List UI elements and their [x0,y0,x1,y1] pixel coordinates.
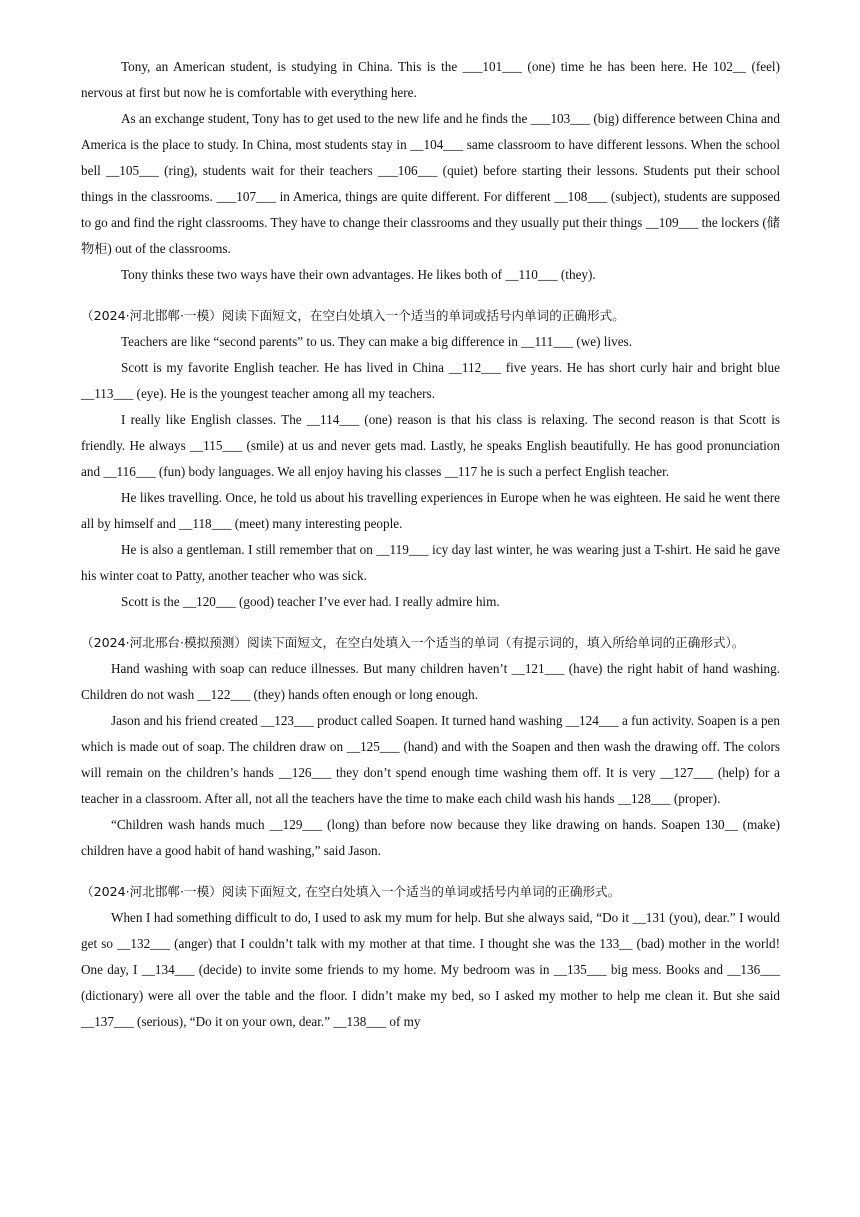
passage-4 [81,879,780,1035]
passage-4-heading: （2024·河北邯郸·一模）阅读下面短文, 在空白处填入一个适当的单词或括号内单词的正确形式。 [81,884,621,899]
passage-2-paragraph-1: Teachers are like “second parents” to us. They can make a big difference in __111___ (we) lives. [121,334,632,349]
passage-2-paragraph-5: He is also a gentleman. I still remember that on __119___ icy day last winter, he was wearing just a T-shirt. He said he gave his winter coat to Patty, another teacher who was sick. [81,542,780,583]
passage-3-heading: （2024·河北邢台·模拟预测）阅读下面短文，在空白处填入一个适当的单词（有提示词的，填入所给单词的正确形式）。 [81,635,745,650]
passage-2-paragraph-2: Scott is my favorite English teacher. He has lived in China __112___ five years. He has short curly hair and bright blue __113___ (eye). He is the youngest teacher among all my teachers. [81,360,780,401]
passage-1-paragraph-2: As an exchange student, Tony has to get used to the new life and he finds the ___103___ (big) difference between China and America is the place to study. In China, most students stay in __104___ same classroom to have different lessons. When the school bell __105___ (ring), students wait for their teachers ___106___ (quiet) before starting their lessons. Students put their school things in the classrooms. ___107___ in America, things are quite different. For different __108___ (subject), students are supposed to go and find the right classrooms. They have to change their classrooms and they usually put their things __109___ the lockers (储物柜) out of the classrooms. [81,111,780,256]
passage-2-paragraph-3: I really like English classes. The __114___ (one) reason is that his class is relaxing. The second reason is that Scott is friendly. He always __115___ (smile) at us and never gets mad. Lastly, he speaks English beautifully. He has good pronunciation and __116___ (fun) body languages. We all enjoy having his classes __117 he is such a perfect English teacher. [81,412,780,479]
passage-1-paragraph-1: Tony, an American student, is studying in China. This is the ___101___ (one) time he has been here. He 102__ (feel) nervous at first but now he is comfortable with everything here. [81,59,780,100]
passage-1 [81,54,780,288]
passage-2-paragraph-6: Scott is the __120___ (good) teacher I’ve ever had. I really admire him. [121,594,500,609]
passage-1-paragraph-3: Tony thinks these two ways have their own advantages. He likes both of __110___ (they). [121,267,596,282]
document-page [81,54,780,1035]
passage-3-paragraph-3: “Children wash hands much __129___ (long) than before now because they like drawing on hands. Soapen 130__ (make) children have a good habit of hand washing,” said Jason. [81,817,780,858]
passage-2-heading: （2024·河北邯郸·一模）阅读下面短文，在空白处填入一个适当的单词或括号内单词的正确形式。 [81,308,625,323]
passage-3-paragraph-2: Jason and his friend created __123___ product called Soapen. It turned hand washing __124___ a fun activity. Soapen is a pen which is made out of soap. The children draw on __125___ (hand) and with the Soapen and then wash the drawing off. The colors will remain on the children’s hands __126___ they don’t spend enough time washing them off. It is very __127___ (help) for a teacher in a classroom. After all, not all the teachers have the time to make each child wash his hands __128___ (proper). [81,713,780,806]
passage-2 [81,303,780,615]
passage-2-paragraph-4: He likes travelling. Once, he told us about his travelling experiences in Europe when he was eighteen. He said he went there all by himself and __118___ (meet) many interesting people. [81,490,780,531]
passage-3-paragraph-1: Hand washing with soap can reduce illnesses. But many children haven’t __121___ (have) the right habit of hand washing. Children do not wash __122___ (they) hands often enough or long enough. [81,661,780,702]
passage-3 [81,630,780,864]
passage-4-paragraph-1: When I had something difficult to do, I used to ask my mum for help. But she always said, “Do it __131 (you), dear.” I would get so __132___ (anger) that I couldn’t talk with my mother at that time. I thought she was the 133__ (bad) mother in the world! One day, I __134___ (decide) to invite some friends to my home. My bedroom was in __135___ big mess. Books and __136___ (dictionary) were all over the table and the floor. I didn’t make my bed, so I asked my mother to help me clean it. But she said __137___ (serious), “Do it on your own, dear.” __138___ of my [81,910,780,1029]
